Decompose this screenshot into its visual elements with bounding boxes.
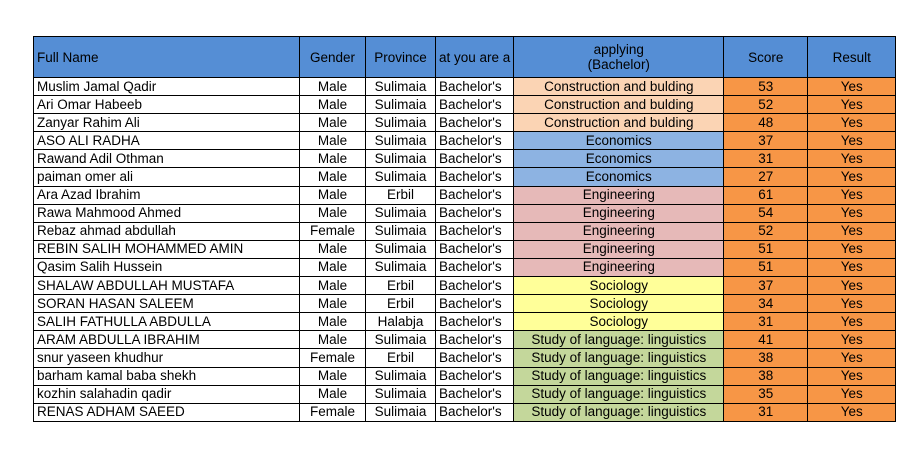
cell-result[interactable]: Yes bbox=[808, 277, 896, 295]
cell-province[interactable]: Erbil bbox=[366, 186, 436, 204]
table-row bbox=[34, 186, 896, 204]
cell-result[interactable]: Yes bbox=[808, 240, 896, 258]
cell-program[interactable]: Engineering bbox=[514, 204, 724, 222]
cell-full-name[interactable]: Rebaz ahmad abdullah bbox=[34, 222, 300, 240]
cell-result[interactable]: Yes bbox=[808, 313, 896, 331]
cell-degree[interactable]: Bachelor's bbox=[436, 349, 514, 367]
cell-score[interactable]: 52 bbox=[724, 96, 808, 114]
cell-program[interactable]: Construction and bulding bbox=[514, 78, 724, 96]
table-row bbox=[34, 331, 896, 349]
header-gender[interactable]: Gender bbox=[300, 37, 366, 78]
header-applying[interactable] bbox=[514, 37, 724, 78]
cell-full-name[interactable]: Qasim Salih Hussein bbox=[34, 258, 300, 276]
cell-score[interactable]: 38 bbox=[724, 349, 808, 367]
cell-gender[interactable]: Male bbox=[300, 295, 366, 313]
cell-gender[interactable]: Male bbox=[300, 114, 366, 132]
cell-program[interactable]: Engineering bbox=[514, 258, 724, 276]
cell-gender[interactable]: Male bbox=[300, 385, 366, 403]
cell-result[interactable]: Yes bbox=[808, 331, 896, 349]
cell-full-name[interactable]: Ara Azad Ibrahim bbox=[34, 186, 300, 204]
cell-gender[interactable]: Female bbox=[300, 403, 366, 421]
table-row bbox=[34, 349, 896, 367]
cell-degree[interactable]: Bachelor's bbox=[436, 168, 514, 186]
cell-degree[interactable]: Bachelor's bbox=[436, 258, 514, 276]
cell-gender[interactable]: Male bbox=[300, 186, 366, 204]
cell-result[interactable]: Yes bbox=[808, 385, 896, 403]
cell-score[interactable]: 27 bbox=[724, 168, 808, 186]
cell-score[interactable]: 51 bbox=[724, 258, 808, 276]
cell-result[interactable]: Yes bbox=[808, 78, 896, 96]
cell-province[interactable]: Sulimaia bbox=[366, 403, 436, 421]
cell-degree[interactable]: Bachelor's bbox=[436, 403, 514, 421]
cell-gender[interactable]: Male bbox=[300, 277, 366, 295]
cell-degree[interactable]: Bachelor's bbox=[436, 96, 514, 114]
cell-program[interactable]: Study of language: linguistics bbox=[514, 367, 724, 385]
cell-full-name[interactable]: Muslim Jamal Qadir bbox=[34, 78, 300, 96]
cell-score[interactable]: 54 bbox=[724, 204, 808, 222]
cell-score[interactable]: 37 bbox=[724, 132, 808, 150]
cell-province[interactable]: Sulimaia bbox=[366, 204, 436, 222]
cell-full-name[interactable]: Rawand Adil Othman bbox=[34, 150, 300, 168]
cell-score[interactable]: 48 bbox=[724, 114, 808, 132]
table-row bbox=[34, 295, 896, 313]
cell-program[interactable]: Study of language: linguistics bbox=[514, 403, 724, 421]
table-row bbox=[34, 313, 896, 331]
cell-province[interactable]: Sulimaia bbox=[366, 132, 436, 150]
cell-result[interactable]: Yes bbox=[808, 132, 896, 150]
cell-degree[interactable]: Bachelor's bbox=[436, 204, 514, 222]
cell-degree[interactable]: Bachelor's bbox=[436, 313, 514, 331]
cell-full-name[interactable]: Zanyar Rahim Ali bbox=[34, 114, 300, 132]
cell-full-name[interactable]: Ari Omar Habeeb bbox=[34, 96, 300, 114]
cell-gender[interactable]: Male bbox=[300, 78, 366, 96]
cell-program[interactable]: Study of language: linguistics bbox=[514, 331, 724, 349]
cell-degree[interactable]: Bachelor's bbox=[436, 367, 514, 385]
cell-result[interactable]: Yes bbox=[808, 349, 896, 367]
cell-result[interactable]: Yes bbox=[808, 204, 896, 222]
cell-degree[interactable]: Bachelor's bbox=[436, 295, 514, 313]
cell-province[interactable]: Sulimaia bbox=[366, 258, 436, 276]
cell-degree[interactable]: Bachelor's bbox=[436, 240, 514, 258]
header-applying-line2: (Bachelor) bbox=[587, 57, 650, 72]
cell-full-name[interactable]: SORAN HASAN SALEEM bbox=[34, 295, 300, 313]
cell-degree[interactable]: Bachelor's bbox=[436, 78, 514, 96]
cell-score[interactable]: 34 bbox=[724, 295, 808, 313]
cell-score[interactable]: 51 bbox=[724, 240, 808, 258]
cell-program[interactable]: Sociology bbox=[514, 313, 724, 331]
cell-full-name[interactable]: paiman omer ali bbox=[34, 168, 300, 186]
table-row bbox=[34, 240, 896, 258]
cell-gender[interactable]: Male bbox=[300, 96, 366, 114]
cell-gender[interactable]: Male bbox=[300, 168, 366, 186]
table-row bbox=[34, 367, 896, 385]
cell-gender[interactable]: Female bbox=[300, 349, 366, 367]
cell-degree[interactable]: Bachelor's bbox=[436, 114, 514, 132]
cell-province[interactable]: Sulimaia bbox=[366, 222, 436, 240]
cell-score[interactable]: 31 bbox=[724, 313, 808, 331]
cell-score[interactable]: 52 bbox=[724, 222, 808, 240]
cell-program[interactable]: Engineering bbox=[514, 222, 724, 240]
cell-province[interactable]: Sulimaia bbox=[366, 168, 436, 186]
cell-degree[interactable]: Bachelor's bbox=[436, 186, 514, 204]
cell-degree[interactable]: Bachelor's bbox=[436, 222, 514, 240]
table-row bbox=[34, 150, 896, 168]
cell-result[interactable]: Yes bbox=[808, 222, 896, 240]
table-row bbox=[34, 222, 896, 240]
table-body bbox=[34, 78, 896, 422]
cell-gender[interactable]: Female bbox=[300, 222, 366, 240]
table-row bbox=[34, 168, 896, 186]
table-row bbox=[34, 403, 896, 421]
cell-result[interactable]: Yes bbox=[808, 258, 896, 276]
cell-program[interactable]: Construction and bulding bbox=[514, 114, 724, 132]
header-degree[interactable]: at you are a bbox=[436, 37, 514, 78]
table-row bbox=[34, 78, 896, 96]
cell-province[interactable]: Erbil bbox=[366, 349, 436, 367]
table-row bbox=[34, 114, 896, 132]
cell-gender[interactable]: Male bbox=[300, 313, 366, 331]
cell-province[interactable]: Erbil bbox=[366, 295, 436, 313]
results-table bbox=[33, 36, 896, 422]
cell-result[interactable]: Yes bbox=[808, 96, 896, 114]
cell-gender[interactable]: Male bbox=[300, 367, 366, 385]
cell-program[interactable]: Economics bbox=[514, 132, 724, 150]
cell-program[interactable]: Engineering bbox=[514, 186, 724, 204]
cell-score[interactable]: 35 bbox=[724, 385, 808, 403]
cell-result[interactable]: Yes bbox=[808, 295, 896, 313]
cell-degree[interactable]: Bachelor's bbox=[436, 385, 514, 403]
cell-score[interactable]: 31 bbox=[724, 403, 808, 421]
header-province[interactable]: Province bbox=[366, 37, 436, 78]
table-row bbox=[34, 204, 896, 222]
cell-full-name[interactable]: barham kamal baba shekh bbox=[34, 367, 300, 385]
cell-result[interactable]: Yes bbox=[808, 168, 896, 186]
cell-degree[interactable]: Bachelor's bbox=[436, 132, 514, 150]
cell-province[interactable]: Sulimaia bbox=[366, 150, 436, 168]
cell-gender[interactable]: Male bbox=[300, 240, 366, 258]
cell-full-name[interactable]: SHALAW ABDULLAH MUSTAFA bbox=[34, 277, 300, 295]
cell-gender[interactable]: Male bbox=[300, 150, 366, 168]
cell-full-name[interactable]: ASO ALI RADHA bbox=[34, 132, 300, 150]
header-row bbox=[34, 37, 896, 78]
cell-result[interactable]: Yes bbox=[808, 403, 896, 421]
cell-full-name[interactable]: kozhin salahadin qadir bbox=[34, 385, 300, 403]
cell-province[interactable]: Sulimaia bbox=[366, 96, 436, 114]
cell-province[interactable]: Sulimaia bbox=[366, 385, 436, 403]
cell-program[interactable]: Construction and bulding bbox=[514, 96, 724, 114]
cell-province[interactable]: Sulimaia bbox=[366, 367, 436, 385]
cell-gender[interactable]: Male bbox=[300, 132, 366, 150]
cell-result[interactable]: Yes bbox=[808, 186, 896, 204]
cell-program[interactable]: Engineering bbox=[514, 240, 724, 258]
header-result[interactable]: Result bbox=[808, 37, 896, 78]
cell-score[interactable]: 38 bbox=[724, 367, 808, 385]
cell-province[interactable]: Sulimaia bbox=[366, 240, 436, 258]
cell-result[interactable]: Yes bbox=[808, 114, 896, 132]
header-score[interactable]: Score bbox=[724, 37, 808, 78]
cell-score[interactable]: 41 bbox=[724, 331, 808, 349]
cell-program[interactable]: Study of language: linguistics bbox=[514, 349, 724, 367]
cell-score[interactable]: 61 bbox=[724, 186, 808, 204]
cell-result[interactable]: Yes bbox=[808, 367, 896, 385]
cell-result[interactable]: Yes bbox=[808, 150, 896, 168]
cell-gender[interactable]: Male bbox=[300, 204, 366, 222]
cell-program[interactable]: Economics bbox=[514, 168, 724, 186]
cell-full-name[interactable]: ARAM ABDULLA IBRAHIM bbox=[34, 331, 300, 349]
cell-degree[interactable]: Bachelor's bbox=[436, 331, 514, 349]
cell-province[interactable]: Sulimaia bbox=[366, 78, 436, 96]
cell-program[interactable]: Sociology bbox=[514, 295, 724, 313]
cell-gender[interactable]: Male bbox=[300, 331, 366, 349]
cell-program[interactable]: Economics bbox=[514, 150, 724, 168]
cell-province[interactable]: Sulimaia bbox=[366, 331, 436, 349]
cell-degree[interactable]: Bachelor's bbox=[436, 150, 514, 168]
cell-full-name[interactable]: SALIH FATHULLA ABDULLA bbox=[34, 313, 300, 331]
table-row bbox=[34, 96, 896, 114]
cell-gender[interactable]: Male bbox=[300, 258, 366, 276]
cell-province[interactable]: Erbil bbox=[366, 277, 436, 295]
cell-program[interactable]: Study of language: linguistics bbox=[514, 385, 724, 403]
cell-province[interactable]: Sulimaia bbox=[366, 114, 436, 132]
cell-full-name[interactable]: snur yaseen khudhur bbox=[34, 349, 300, 367]
cell-full-name[interactable]: Rawa Mahmood Ahmed bbox=[34, 204, 300, 222]
cell-degree[interactable]: Bachelor's bbox=[436, 277, 514, 295]
table-row bbox=[34, 277, 896, 295]
cell-program[interactable]: Sociology bbox=[514, 277, 724, 295]
table-row bbox=[34, 258, 896, 276]
header-full-name[interactable]: Full Name bbox=[34, 37, 300, 78]
cell-score[interactable]: 53 bbox=[724, 78, 808, 96]
table-row bbox=[34, 132, 896, 150]
cell-score[interactable]: 31 bbox=[724, 150, 808, 168]
cell-score[interactable]: 37 bbox=[724, 277, 808, 295]
header-applying-line1: applying bbox=[593, 42, 644, 57]
cell-full-name[interactable]: RENAS ADHAM SAEED bbox=[34, 403, 300, 421]
table-row bbox=[34, 385, 896, 403]
cell-full-name[interactable]: REBIN SALIH MOHAMMED AMIN bbox=[34, 240, 300, 258]
cell-province[interactable]: Halabja bbox=[366, 313, 436, 331]
